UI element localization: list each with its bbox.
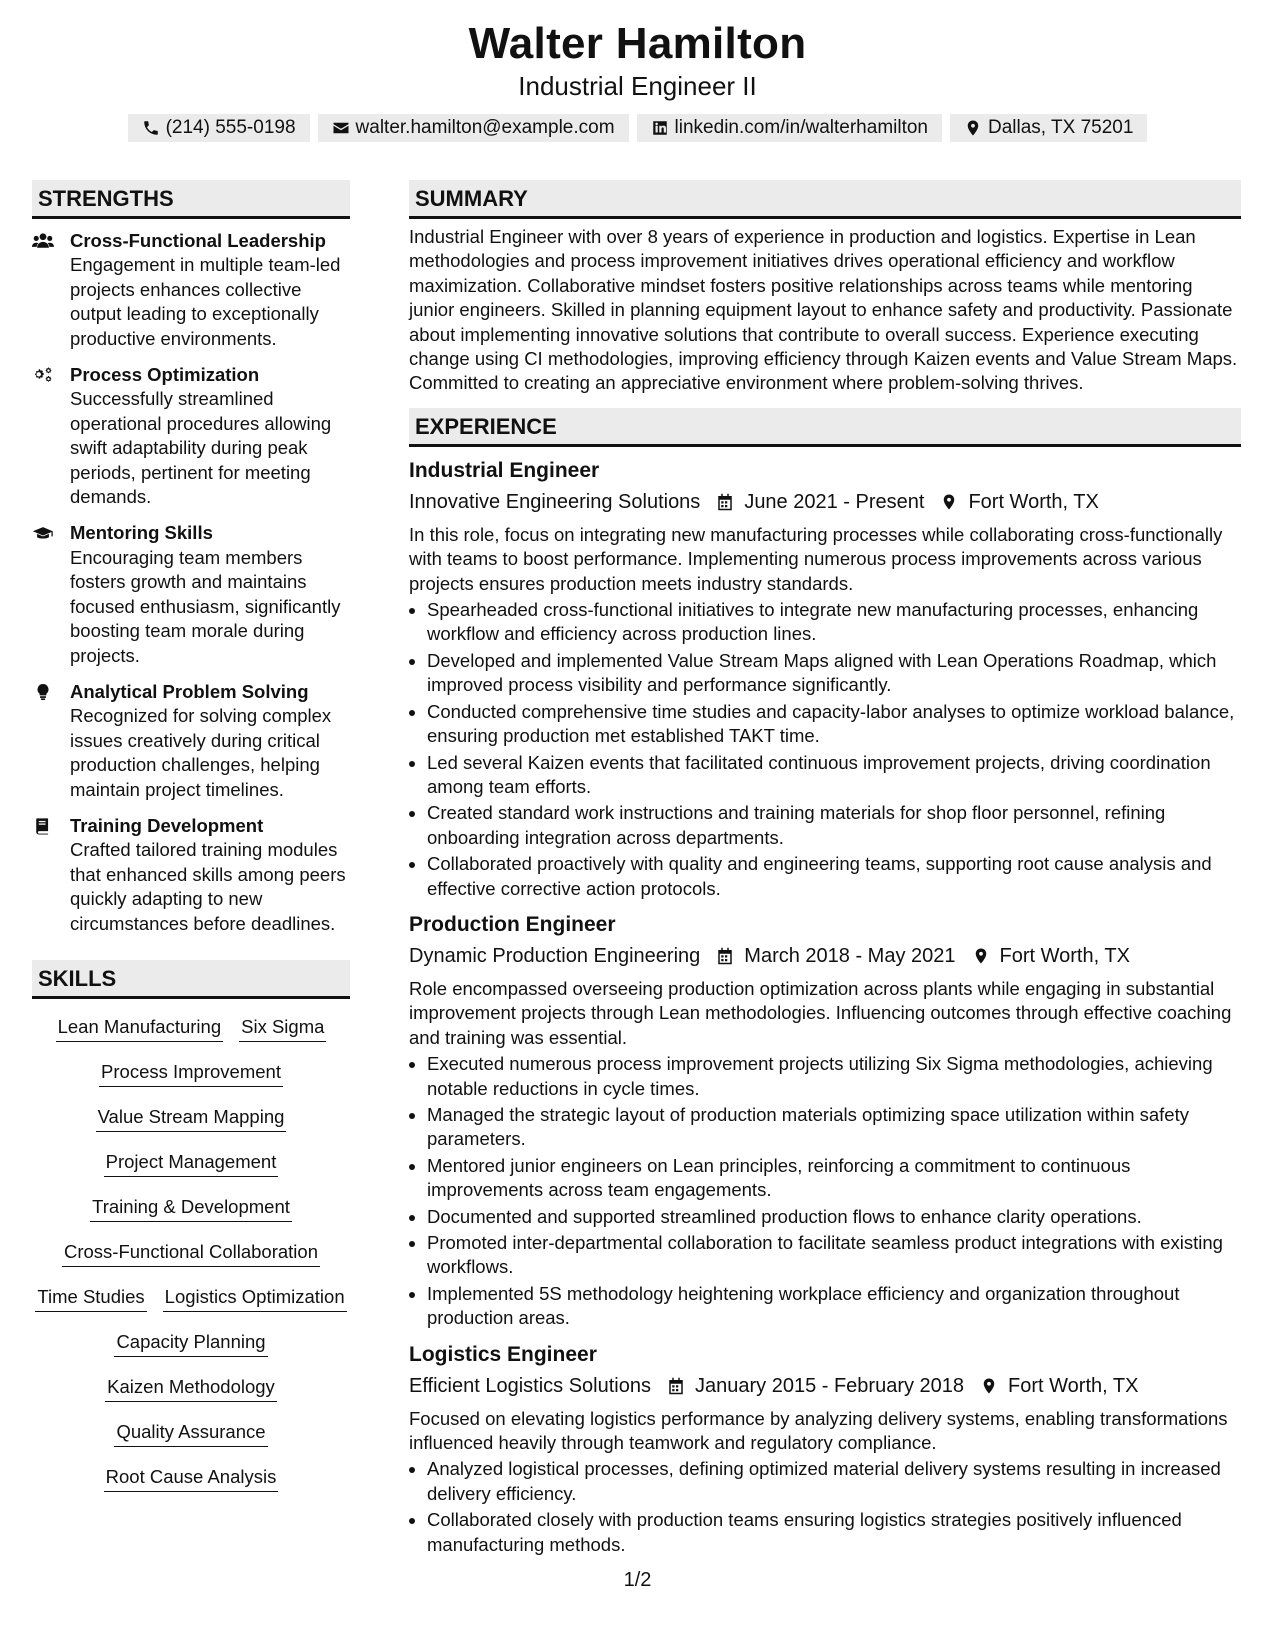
job-bullet: • Managed the strategic layout of production materials optimizing space utilization within safety parameters. (427, 1103, 1241, 1152)
contact-linkedin-text: linkedin.com/in/walterhamilton (674, 117, 928, 138)
right-column (409, 180, 1241, 1567)
job-bullets (409, 1457, 1241, 1557)
job-description: In this role, focus on integrating new manufacturing processes while collaborating cross-functionally with teams to boost performance. Implementing numerous process improvements across various projects ensures production meets industry standards. (409, 523, 1223, 594)
job-bullet: • Spearheaded cross-functional initiatives to integrate new manufacturing processes, enhancing workflow and efficiency across production lines. (427, 598, 1241, 647)
job-bullet: • Analyzed logistical processes, defining optimized material delivery systems resulting in increased delivery efficiency. (427, 1457, 1241, 1506)
book-icon (32, 816, 54, 836)
skill-tag: Cross-Functional Collaboration (62, 1240, 320, 1267)
summary-heading: SUMMARY (409, 180, 1241, 219)
skill-tag: Kaizen Methodology (105, 1375, 277, 1402)
strength-title: Analytical Problem Solving (70, 680, 309, 702)
map-pin-icon (940, 493, 958, 511)
contact-location-text: Dallas, TX 75201 (988, 117, 1134, 138)
job-bullet: • Mentored junior engineers on Lean principles, reinforcing a commitment to continuous improvements across team engagements. (427, 1154, 1241, 1203)
strength-title: Mentoring Skills (70, 522, 213, 544)
job-title: Industrial Engineer (409, 458, 600, 482)
skills-heading: SKILLS (32, 960, 350, 999)
skill-tag: Capacity Planning (114, 1330, 267, 1357)
graduation-cap-icon (32, 523, 54, 543)
strength-title: Cross-Functional Leadership (70, 230, 326, 251)
job-entry (409, 457, 1241, 901)
job-dates: March 2018 - May 2021 (744, 944, 956, 967)
skill-tag: Root Cause Analysis (104, 1465, 279, 1492)
job-company: Innovative Engineering Solutions (409, 490, 701, 513)
strength-text: Encouraging team members fosters growth and maintains focused enthusiasm, significantly boosting team morale during projects. (70, 546, 341, 666)
job-bullets (409, 598, 1241, 901)
strengths-heading: STRENGTHS (32, 180, 350, 219)
skill-tag: Value Stream Mapping (96, 1105, 287, 1132)
job-title: Production Engineer (409, 912, 616, 936)
strength-text: Crafted tailored training modules that enhanced skills among peers quickly adapting to new circumstances before deadlines. (70, 839, 346, 934)
candidate-title: Industrial Engineer II (518, 71, 757, 101)
strength-item (32, 229, 350, 351)
skill-tag: Six Sigma (239, 1015, 326, 1042)
map-pin-icon (980, 1377, 998, 1395)
job-bullet: • Collaborated closely with production teams ensuring logistics strategies positively influenced manufacturing methods. (427, 1508, 1241, 1557)
job-title: Logistics Engineer (409, 1342, 597, 1366)
job-bullet: • Promoted inter-departmental collaboration to facilitate seamless product integrations with existing workflows. (427, 1231, 1241, 1280)
skill-tag: Quality Assurance (114, 1420, 267, 1447)
linkedin-icon (651, 119, 669, 137)
strength-text: Successfully streamlined operational procedures allowing swift adaptability during peak periods, pertinent for meeting demands. (70, 388, 332, 508)
job-bullet: • Developed and implemented Value Stream Maps aligned with Lean Operations Roadmap, which improved process visibility and performance significantly. (427, 649, 1241, 698)
contact-phone[interactable] (128, 114, 310, 142)
map-pin-icon (964, 119, 982, 137)
summary-text: Industrial Engineer with over 8 years of experience in production and logistics. Expertise in Lean methodologies and process improvement initiatives drives operational efficiency and workflow maximization. Collaborative mindset fosters positive relationships across teams while mentoring junior engineers. Skilled in planning equipment layout to enhance safety and productivity. Passionate about implementing innovative solutions that contribute to overall success. Experience executing change using CI methodologies, improving efficiency through Kaizen events and Value Stream Maps. Committed to creating an appreciative environment where problem-solving thrives. (409, 226, 1238, 394)
contact-phone-text: (214) 555-0198 (165, 117, 296, 138)
phone-icon (142, 119, 160, 137)
skills-list (32, 1009, 350, 1492)
strength-title: Training Development (70, 814, 264, 836)
skill-tag: Time Studies (35, 1285, 146, 1312)
job-meta (409, 941, 1241, 971)
job-bullet: • Led several Kaizen events that facilitated continuous improvement projects, driving coordination among team efforts. (427, 751, 1241, 800)
job-meta (409, 1371, 1241, 1401)
skill-tag: Process Improvement (99, 1060, 283, 1087)
lightbulb-icon (32, 682, 54, 702)
envelope-icon (332, 119, 350, 137)
job-bullets (409, 1052, 1241, 1330)
job-location: Fort Worth, TX (968, 490, 1099, 513)
job-description: Focused on elevating logistics performance by analyzing delivery systems, enabling transformations influenced heavily through teamwork and regulatory compliance. (409, 1407, 1228, 1454)
job-entry (409, 911, 1241, 1331)
strength-text: Recognized for solving complex issues creatively during critical production challenges, helping maintain project timelines. (70, 705, 332, 800)
job-dates: January 2015 - February 2018 (694, 1374, 965, 1397)
job-bullet: • Implemented 5S methodology heightening workplace efficiency and organization throughout production areas. (427, 1282, 1241, 1331)
strength-item (32, 521, 350, 667)
contact-email-text: walter.hamilton@example.com (355, 117, 615, 138)
contact-bar (0, 114, 1275, 142)
job-company: Dynamic Production Engineering (409, 944, 701, 967)
calendar-icon (667, 1377, 685, 1395)
job-bullet: • Created standard work instructions and training materials for shop floor personnel, refining onboarding integration across departments. (427, 801, 1241, 850)
job-bullet: • Conducted comprehensive time studies and capacity-labor analyses to optimize workload balance, ensuring production met established TAKT time. (427, 700, 1241, 749)
contact-linkedin[interactable] (637, 114, 942, 142)
strength-item (32, 680, 350, 802)
map-pin-icon (972, 947, 990, 965)
job-entry (409, 1341, 1241, 1557)
resume-header (0, 18, 1275, 142)
job-meta (409, 487, 1241, 517)
skill-tag: Training & Development (90, 1195, 292, 1222)
skill-tag: Project Management (104, 1150, 279, 1177)
strength-item (32, 363, 350, 509)
candidate-name: Walter Hamilton (468, 19, 807, 68)
calendar-icon (716, 493, 734, 511)
page-number: 1/2 (623, 1569, 652, 1591)
strength-text: Engagement in multiple team-led projects enhances collective output leading to exceptionally productive environments. (70, 254, 341, 349)
calendar-icon (716, 947, 734, 965)
skill-tag: Lean Manufacturing (56, 1015, 224, 1042)
contact-email[interactable] (318, 114, 629, 142)
experience-heading: EXPERIENCE (409, 408, 1241, 447)
job-bullet: • Collaborated proactively with quality and engineering teams, supporting root cause analysis and effective corrective action protocols. (427, 852, 1241, 901)
job-location: Fort Worth, TX (1008, 1374, 1139, 1397)
job-description: Role encompassed overseeing production optimization across plants while engaging in substantial improvement projects through Lean methodologies. Influencing outcomes through effective coaching and training was essential. (409, 977, 1232, 1048)
skill-tag: Logistics Optimization (163, 1285, 347, 1312)
job-bullet: • Executed numerous process improvement projects utilizing Six Sigma methodologies, achieving notable reductions in cycle times. (427, 1052, 1241, 1101)
users-icon (32, 231, 54, 251)
left-column (32, 180, 350, 1492)
strength-item (32, 814, 350, 936)
job-dates: June 2021 - Present (744, 490, 925, 513)
job-company: Efficient Logistics Solutions (409, 1374, 651, 1397)
strength-title: Process Optimization (70, 364, 260, 386)
gears-icon (32, 365, 54, 385)
contact-location (950, 114, 1147, 142)
job-location: Fort Worth, TX (999, 944, 1130, 967)
job-bullet: • Documented and supported streamlined production flows to enhance clarity operations. (427, 1205, 1241, 1229)
